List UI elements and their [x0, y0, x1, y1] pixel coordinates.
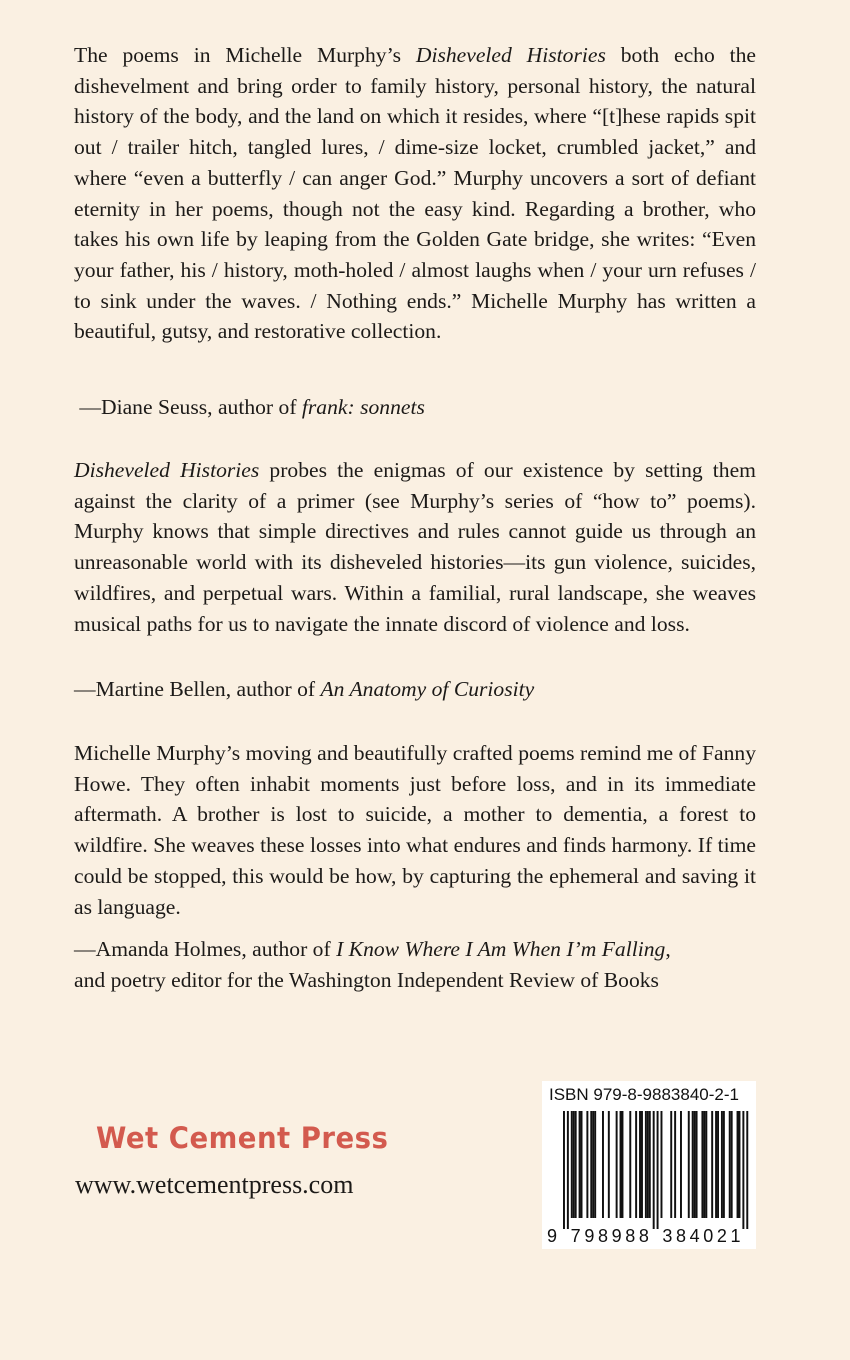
barcode-digit: 8: [597, 1226, 608, 1246]
attribution-work: An Anatomy of Curiosity: [320, 677, 535, 701]
isbn-label: ISBN 979-8-9883840-2-1: [549, 1085, 739, 1104]
barcode-bar: [715, 1111, 717, 1218]
barcode-bar: [746, 1111, 748, 1229]
barcode-bar: [649, 1111, 651, 1218]
barcode-digit: 1: [730, 1226, 741, 1246]
barcode-bar: [575, 1111, 577, 1218]
barcode-bar: [592, 1111, 594, 1218]
attribution-line2: and poetry editor for the Washington Independent Review of Books: [74, 967, 659, 992]
blurb-holmes: Michelle Murphy’s moving and beautifully crafted poems remind me of Fanny Howe. They often inhabit moments just before loss, and in its immediate aftermath. A brother is lost to suicide, a mother to dementia, a forest to wildfire. She weaves these losses into what endures and finds harmony. If time could be stopped, this would be how, by capturing the ephemeral and saving it as language.: [74, 741, 756, 919]
barcode-bar: [729, 1111, 731, 1218]
barcode-bar: [590, 1111, 592, 1218]
barcode-bar: [680, 1111, 682, 1218]
barcode-bar: [641, 1111, 643, 1218]
barcode-digit: 8: [638, 1226, 649, 1246]
barcode-bar: [737, 1111, 739, 1218]
barcode-bar: [721, 1111, 723, 1218]
attribution-holmes: —Amanda Holmes, author of I Know Where I Am When I’m Falling, and poetry editor for the Washington Independent Review of Books: [74, 937, 671, 992]
barcode-bar: [717, 1111, 719, 1218]
barcode-bar: [723, 1111, 725, 1218]
barcode-bar: [670, 1111, 672, 1218]
barcode-digit: 9: [611, 1226, 622, 1246]
barcode-bar: [647, 1111, 649, 1218]
barcode-bar: [635, 1111, 637, 1218]
barcode-digit: 8: [675, 1226, 686, 1246]
book-title: Disheveled Histories: [415, 43, 606, 67]
blurb-bellen: Disheveled Histories probes the enigmas of our existence by setting them against the clarity of a primer (see Murphy’s series of “how to” poems). Murphy knows that simple directives and rules cannot guide us through an unreasonable world with its disheveled histories—its gun violence, suicides, wildfires, and perpetual wars. Within a familial, rural landscape, she weaves musical paths for us to navigate the innate discord of violence and loss.: [74, 458, 756, 636]
barcode-bar: [645, 1111, 647, 1218]
barcode-bar: [639, 1111, 641, 1218]
barcode-bar: [688, 1111, 690, 1218]
barcode-bar: [701, 1111, 703, 1218]
blurb-seuss: The poems in Michelle Murphy’s Disheveled Histories both echo the dishevelment and bring order to family history, personal history, the natural history of the body, and the land on which it resides, where “[t]hese rapids spit out / trailer hitch, tangled lures, / dime-size locket, crumbled jacket,” and where “even a butterfly / can anger God.” Murphy uncovers a sort of defiant eternity in her poems, though not the easy kind. Regarding a brother, who takes his own life by leaping from the Golden Gate bridge, she writes: “Even your father, his / history, moth-holed / almost laughs when / your urn refuses / to sink under the waves. / Nothing ends.” Michelle Murphy has written a beautiful, gutsy, and restorative collection.: [74, 43, 757, 344]
barcode-bar: [620, 1111, 622, 1218]
barcode-bar: [657, 1111, 659, 1229]
barcode-bar: [705, 1111, 707, 1218]
barcode-digit: 9: [546, 1226, 558, 1246]
attribution-seuss: —Diane Seuss, author of frank: sonnets: [79, 395, 425, 419]
barcode-bar: [581, 1111, 583, 1218]
book-title: Disheveled Histories: [74, 458, 260, 482]
barcode-bar: [594, 1111, 596, 1218]
publisher-url[interactable]: www.wetcementpress.com: [75, 1170, 354, 1199]
barcode-digit: 4: [689, 1226, 700, 1246]
barcode-bar: [674, 1111, 676, 1218]
publisher-logo: Wet Cement Press: [96, 1121, 389, 1155]
barcode-digit: 0: [703, 1226, 714, 1246]
isbn-barcode: [542, 1081, 756, 1249]
barcode-bar: [739, 1111, 741, 1218]
barcode-bar: [571, 1111, 573, 1218]
barcode-graphic: [542, 1081, 756, 1249]
barcode-bar: [711, 1111, 713, 1218]
barcode-digit: 2: [716, 1226, 727, 1246]
barcode-bar: [567, 1111, 569, 1229]
barcode-digit: 3: [662, 1226, 673, 1246]
barcode-bar: [616, 1111, 618, 1218]
barcode-bar: [661, 1111, 663, 1218]
attribution-work: I Know Where I Am When I’m Falling: [336, 937, 666, 961]
barcode-bar: [573, 1111, 575, 1218]
barcode-bar: [731, 1111, 733, 1218]
barcode-bar: [696, 1111, 698, 1218]
barcode-bar: [602, 1111, 604, 1218]
barcode-bar: [742, 1111, 744, 1229]
barcode-digit: 7: [570, 1226, 581, 1246]
barcode-digit: 8: [625, 1226, 636, 1246]
barcode-bar: [653, 1111, 655, 1229]
attribution-bellen: —Martine Bellen, author of An Anatomy of Curiosity: [74, 677, 535, 701]
barcode-bar: [622, 1111, 624, 1218]
barcode-digit: 9: [584, 1226, 595, 1246]
attribution-work: frank: sonnets: [301, 395, 425, 419]
barcode-bar: [579, 1111, 581, 1218]
barcode-bar: [586, 1111, 588, 1218]
barcode-bar: [703, 1111, 705, 1218]
barcode-bar: [563, 1111, 565, 1229]
barcode-bar: [629, 1111, 631, 1218]
barcode-bar: [608, 1111, 610, 1218]
barcode-bar: [694, 1111, 696, 1218]
barcode-bar: [692, 1111, 694, 1218]
